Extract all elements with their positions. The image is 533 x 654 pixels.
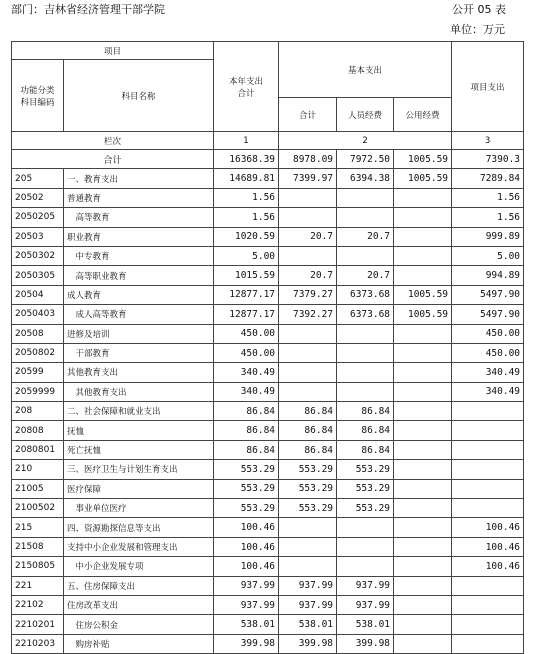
cell-code: 210: [12, 460, 64, 479]
cell-project: 100.46: [452, 537, 524, 556]
cell-basic: [279, 557, 337, 576]
table-row: [12, 402, 524, 421]
cell-public: [394, 595, 452, 614]
cell-public: [394, 537, 452, 556]
cell-basic: [279, 537, 337, 556]
cell-total: 100.46: [214, 537, 279, 556]
cell-public: [394, 460, 452, 479]
header-personnel: 人员经费: [337, 98, 394, 132]
table-row: [12, 266, 524, 285]
cell-project: [452, 479, 524, 498]
cell-public: [394, 363, 452, 382]
cell-public: [394, 440, 452, 459]
header-col-2: 2: [279, 132, 452, 150]
cell-personnel: [337, 557, 394, 576]
cell-project: [452, 421, 524, 440]
header-total: 本年支出 合计: [214, 42, 279, 132]
cell-public: [394, 188, 452, 207]
table-row: [12, 615, 524, 634]
cell-total: 340.49: [214, 382, 279, 401]
cell-code: 2100502: [12, 499, 64, 518]
cell-total: 12877.17: [214, 305, 279, 324]
cell-project: 999.89: [452, 227, 524, 246]
cell-total: 538.01: [214, 615, 279, 634]
cell-project: 1.56: [452, 208, 524, 227]
cell-public: [394, 227, 452, 246]
cell-project: 100.46: [452, 518, 524, 537]
cell-total: 937.99: [214, 595, 279, 614]
cell-public: [394, 557, 452, 576]
cell-name: 高等教育: [64, 208, 214, 227]
cell-name: 一、教育支出: [64, 169, 214, 188]
table-row: [12, 440, 524, 459]
cell-project: [452, 440, 524, 459]
cell-personnel: 937.99: [337, 576, 394, 595]
table-row: [12, 634, 524, 653]
cell-basic: 553.29: [279, 460, 337, 479]
cell-project: 7289.84: [452, 169, 524, 188]
cell-code: 2050302: [12, 246, 64, 265]
header-col-label: 栏次: [12, 132, 214, 150]
cell-project: 994.89: [452, 266, 524, 285]
total-project: 7390.3: [452, 150, 524, 169]
cell-personnel: 6394.38: [337, 169, 394, 188]
header-public: 公用经费: [394, 98, 452, 132]
cell-name: 五、住房保障支出: [64, 576, 214, 595]
table-row: [12, 285, 524, 304]
cell-public: [394, 382, 452, 401]
header-item: 项目: [12, 42, 214, 60]
cell-basic: [279, 246, 337, 265]
cell-personnel: [337, 343, 394, 362]
cell-public: [394, 499, 452, 518]
cell-code: 2059999: [12, 382, 64, 401]
cell-name: 成人高等教育: [64, 305, 214, 324]
cell-public: [394, 402, 452, 421]
header-func-code: 功能分类 科目编码: [12, 60, 64, 132]
cell-personnel: 86.84: [337, 402, 394, 421]
cell-basic: 20.7: [279, 266, 337, 285]
cell-code: 2210203: [12, 634, 64, 653]
cell-total: 399.98: [214, 634, 279, 653]
form-code: 公开 05 表: [452, 3, 506, 16]
cell-name: 中小企业发展专项: [64, 557, 214, 576]
cell-project: 5497.90: [452, 305, 524, 324]
cell-personnel: 6373.68: [337, 285, 394, 304]
cell-project: 450.00: [452, 343, 524, 362]
cell-code: 2050305: [12, 266, 64, 285]
cell-total: 553.29: [214, 460, 279, 479]
table-row: [12, 576, 524, 595]
cell-basic: [279, 518, 337, 537]
cell-basic: 553.29: [279, 499, 337, 518]
cell-personnel: 86.84: [337, 440, 394, 459]
cell-code: 221: [12, 576, 64, 595]
table-row: [12, 246, 524, 265]
cell-public: 1005.59: [394, 285, 452, 304]
header-basic-total: 合计: [279, 98, 337, 132]
cell-personnel: 6373.68: [337, 305, 394, 324]
cell-personnel: 20.7: [337, 227, 394, 246]
cell-personnel: [337, 324, 394, 343]
cell-name: 普通教育: [64, 188, 214, 207]
cell-name: 高等职业教育: [64, 266, 214, 285]
cell-name: 进修及培训: [64, 324, 214, 343]
table-row: [12, 518, 524, 537]
table-row: [12, 460, 524, 479]
cell-basic: [279, 363, 337, 382]
table-row: [12, 343, 524, 362]
cell-code: 21508: [12, 537, 64, 556]
cell-personnel: 553.29: [337, 460, 394, 479]
cell-total: 937.99: [214, 576, 279, 595]
cell-name: 四、资源勘探信息等支出: [64, 518, 214, 537]
cell-total: 12877.17: [214, 285, 279, 304]
cell-total: 1.56: [214, 208, 279, 227]
cell-personnel: 553.29: [337, 499, 394, 518]
cell-public: 1005.59: [394, 169, 452, 188]
unit-label: 单位：万元: [450, 23, 505, 36]
cell-code: 20808: [12, 421, 64, 440]
cell-personnel: [337, 208, 394, 227]
cell-name: 二、社会保障和就业支出: [64, 402, 214, 421]
cell-code: 2080801: [12, 440, 64, 459]
cell-project: [452, 615, 524, 634]
cell-code: 20504: [12, 285, 64, 304]
cell-basic: 553.29: [279, 479, 337, 498]
cell-personnel: [337, 382, 394, 401]
cell-project: 100.46: [452, 557, 524, 576]
cell-personnel: 553.29: [337, 479, 394, 498]
total-public: 1005.59: [394, 150, 452, 169]
table-body: [12, 150, 524, 654]
cell-code: 21005: [12, 479, 64, 498]
cell-code: 208: [12, 402, 64, 421]
expenditure-table: [11, 41, 524, 654]
total-label: 合计: [12, 150, 214, 169]
cell-public: [394, 266, 452, 285]
cell-basic: [279, 343, 337, 362]
cell-code: 20502: [12, 188, 64, 207]
cell-basic: [279, 208, 337, 227]
table-row: [12, 208, 524, 227]
cell-personnel: [337, 518, 394, 537]
cell-personnel: 399.98: [337, 634, 394, 653]
cell-total: 100.46: [214, 518, 279, 537]
cell-personnel: 538.01: [337, 615, 394, 634]
cell-basic: 20.7: [279, 227, 337, 246]
cell-project: 5497.90: [452, 285, 524, 304]
cell-name: 其他教育支出: [64, 382, 214, 401]
cell-public: [394, 518, 452, 537]
cell-basic: 86.84: [279, 402, 337, 421]
cell-personnel: 86.84: [337, 421, 394, 440]
cell-personnel: [337, 188, 394, 207]
cell-name: 住房改革支出: [64, 595, 214, 614]
cell-name: 中专教育: [64, 246, 214, 265]
table-row: [12, 324, 524, 343]
cell-project: [452, 595, 524, 614]
cell-name: 抚恤: [64, 421, 214, 440]
table-row: [12, 499, 524, 518]
cell-total: 340.49: [214, 363, 279, 382]
cell-project: [452, 460, 524, 479]
total-basic: 8978.09: [279, 150, 337, 169]
cell-total: 450.00: [214, 324, 279, 343]
cell-total: 1.56: [214, 188, 279, 207]
cell-basic: 7392.27: [279, 305, 337, 324]
cell-basic: 7379.27: [279, 285, 337, 304]
cell-project: 450.00: [452, 324, 524, 343]
cell-total: 1020.59: [214, 227, 279, 246]
cell-basic: [279, 188, 337, 207]
cell-total: 14689.81: [214, 169, 279, 188]
cell-code: 20599: [12, 363, 64, 382]
cell-project: 1.56: [452, 188, 524, 207]
cell-basic: [279, 324, 337, 343]
cell-name: 成人教育: [64, 285, 214, 304]
cell-project: 340.49: [452, 382, 524, 401]
table-row: [12, 479, 524, 498]
cell-project: [452, 576, 524, 595]
department-label: 部门：吉林省经济管理干部学院: [11, 3, 165, 16]
table-row: [12, 169, 524, 188]
cell-code: 2050802: [12, 343, 64, 362]
cell-basic: [279, 382, 337, 401]
cell-public: [394, 246, 452, 265]
table-row: [12, 305, 524, 324]
cell-code: 20508: [12, 324, 64, 343]
cell-personnel: [337, 537, 394, 556]
header-col-3: 3: [452, 132, 524, 150]
cell-name: 事业单位医疗: [64, 499, 214, 518]
cell-code: 2210201: [12, 615, 64, 634]
cell-public: [394, 634, 452, 653]
table-row: [12, 363, 524, 382]
cell-basic: 937.99: [279, 576, 337, 595]
cell-total: 86.84: [214, 440, 279, 459]
cell-name: 支持中小企业发展和管理支出: [64, 537, 214, 556]
cell-name: 其他教育支出: [64, 363, 214, 382]
cell-project: [452, 499, 524, 518]
table-row: [12, 382, 524, 401]
cell-personnel: 937.99: [337, 595, 394, 614]
cell-name: 三、医疗卫生与计划生育支出: [64, 460, 214, 479]
cell-personnel: [337, 363, 394, 382]
cell-code: 2050403: [12, 305, 64, 324]
cell-code: 2150805: [12, 557, 64, 576]
table-row: [12, 421, 524, 440]
table-row: [12, 595, 524, 614]
cell-name: 住房公积金: [64, 615, 214, 634]
header-subject-name: 科目名称: [64, 60, 214, 132]
cell-code: 205: [12, 169, 64, 188]
cell-code: 22102: [12, 595, 64, 614]
cell-public: [394, 576, 452, 595]
cell-personnel: 20.7: [337, 266, 394, 285]
table-header: [12, 42, 524, 150]
header-project: 项目支出: [452, 42, 524, 132]
cell-name: 干部教育: [64, 343, 214, 362]
cell-basic: 7399.97: [279, 169, 337, 188]
cell-basic: 86.84: [279, 440, 337, 459]
cell-project: [452, 402, 524, 421]
cell-total: 86.84: [214, 421, 279, 440]
cell-total: 553.29: [214, 479, 279, 498]
cell-personnel: [337, 246, 394, 265]
cell-code: 215: [12, 518, 64, 537]
table-row: [12, 227, 524, 246]
cell-basic: 538.01: [279, 615, 337, 634]
cell-project: 5.00: [452, 246, 524, 265]
cell-name: 医疗保障: [64, 479, 214, 498]
total-row: [12, 150, 524, 169]
cell-total: 450.00: [214, 343, 279, 362]
cell-public: [394, 615, 452, 634]
cell-total: 1015.59: [214, 266, 279, 285]
cell-public: [394, 343, 452, 362]
cell-total: 100.46: [214, 557, 279, 576]
cell-code: 2050205: [12, 208, 64, 227]
header-col-1: 1: [214, 132, 279, 150]
cell-basic: 399.98: [279, 634, 337, 653]
total-personnel: 7972.50: [337, 150, 394, 169]
header-basic: 基本支出: [279, 42, 452, 98]
cell-public: [394, 208, 452, 227]
table-row: [12, 557, 524, 576]
cell-public: 1005.59: [394, 305, 452, 324]
cell-public: [394, 421, 452, 440]
table-row: [12, 188, 524, 207]
cell-name: 购房补贴: [64, 634, 214, 653]
cell-code: 20503: [12, 227, 64, 246]
table-row: [12, 537, 524, 556]
cell-total: 5.00: [214, 246, 279, 265]
cell-basic: 937.99: [279, 595, 337, 614]
cell-project: [452, 634, 524, 653]
total-total: 16368.39: [214, 150, 279, 169]
cell-public: [394, 324, 452, 343]
cell-name: 职业教育: [64, 227, 214, 246]
cell-total: 553.29: [214, 499, 279, 518]
cell-total: 86.84: [214, 402, 279, 421]
cell-project: 340.49: [452, 363, 524, 382]
cell-public: [394, 479, 452, 498]
cell-basic: 86.84: [279, 421, 337, 440]
cell-name: 死亡抚恤: [64, 440, 214, 459]
